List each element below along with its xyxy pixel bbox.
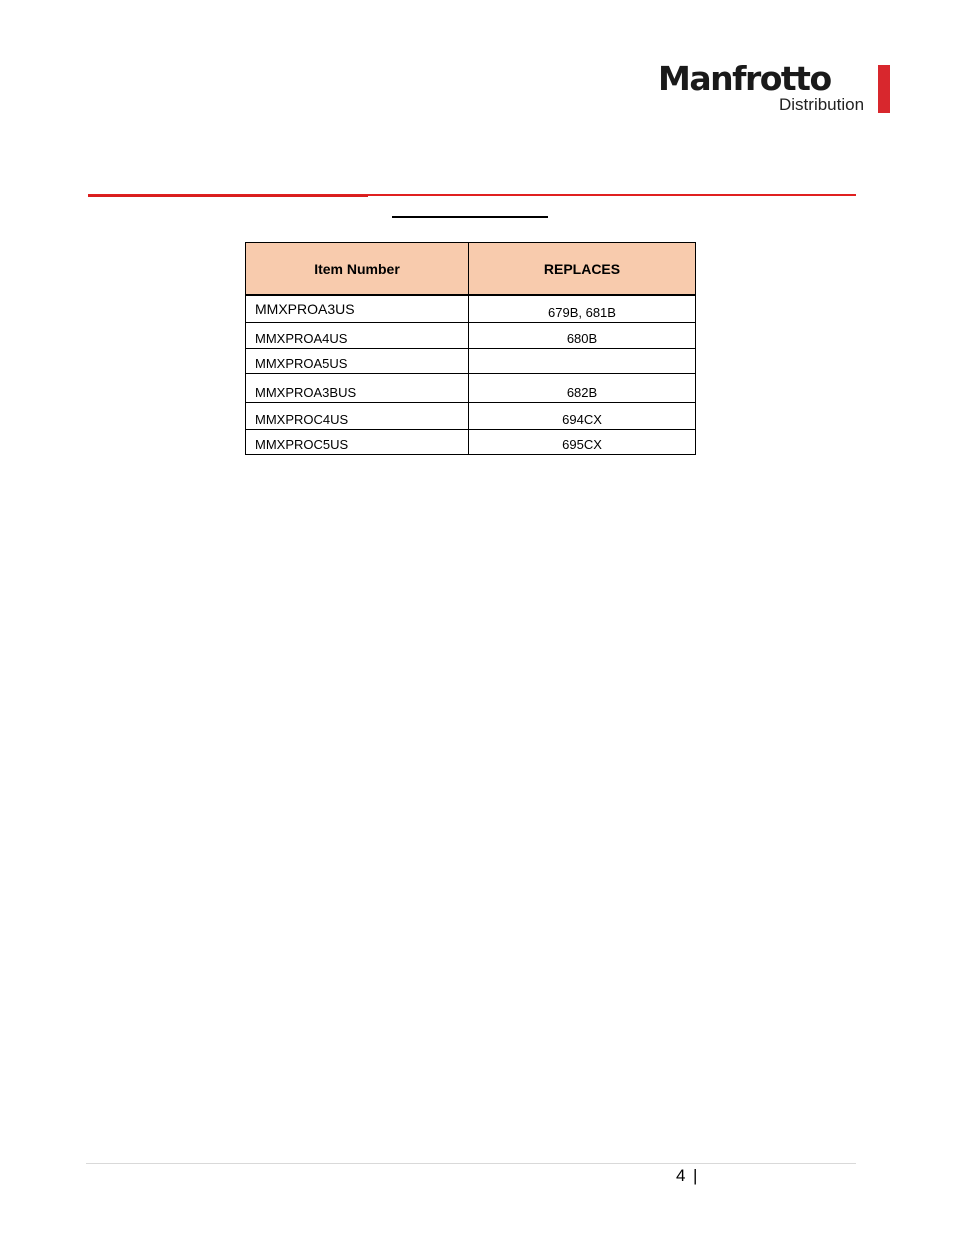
replaces-cell: 679B, 681B xyxy=(469,295,696,323)
item-number-cell: MMXPROA3BUS xyxy=(246,374,469,403)
logo-red-bar xyxy=(878,65,890,113)
table-row xyxy=(246,323,696,349)
header-divider-accent xyxy=(88,195,368,197)
logo-brand-text: Manfrotto xyxy=(658,59,831,98)
column-header-replaces: REPLACES xyxy=(469,243,696,296)
item-number-cell: MMXPROA4US xyxy=(246,323,469,349)
table-row xyxy=(246,295,696,323)
replaces-cell: 680B xyxy=(469,323,696,349)
table-row xyxy=(246,374,696,403)
table-row xyxy=(246,403,696,430)
replaces-cell: 682B xyxy=(469,374,696,403)
page-number: 4 xyxy=(676,1166,686,1185)
replaces-cell: 694CX xyxy=(469,403,696,430)
table-header-row xyxy=(246,243,696,296)
item-number-cell: MMXPROA5US xyxy=(246,349,469,374)
table-row xyxy=(246,349,696,374)
item-number-cell: MMXPROC4US xyxy=(246,403,469,430)
footer-divider xyxy=(86,1163,856,1164)
column-header-item-number: Item Number xyxy=(246,243,469,296)
replaces-cell xyxy=(469,349,696,374)
item-number-cell: MMXPROC5US xyxy=(246,430,469,455)
table-row xyxy=(246,430,696,455)
replacement-table xyxy=(245,242,696,455)
replaces-cell: 695CX xyxy=(469,430,696,455)
page-number-separator: | xyxy=(693,1166,698,1185)
manfrotto-logo xyxy=(658,59,892,114)
item-number-cell: MMXPROA3US xyxy=(246,295,469,323)
title-underline xyxy=(392,216,548,218)
logo-sub-text: Distribution xyxy=(779,95,865,114)
